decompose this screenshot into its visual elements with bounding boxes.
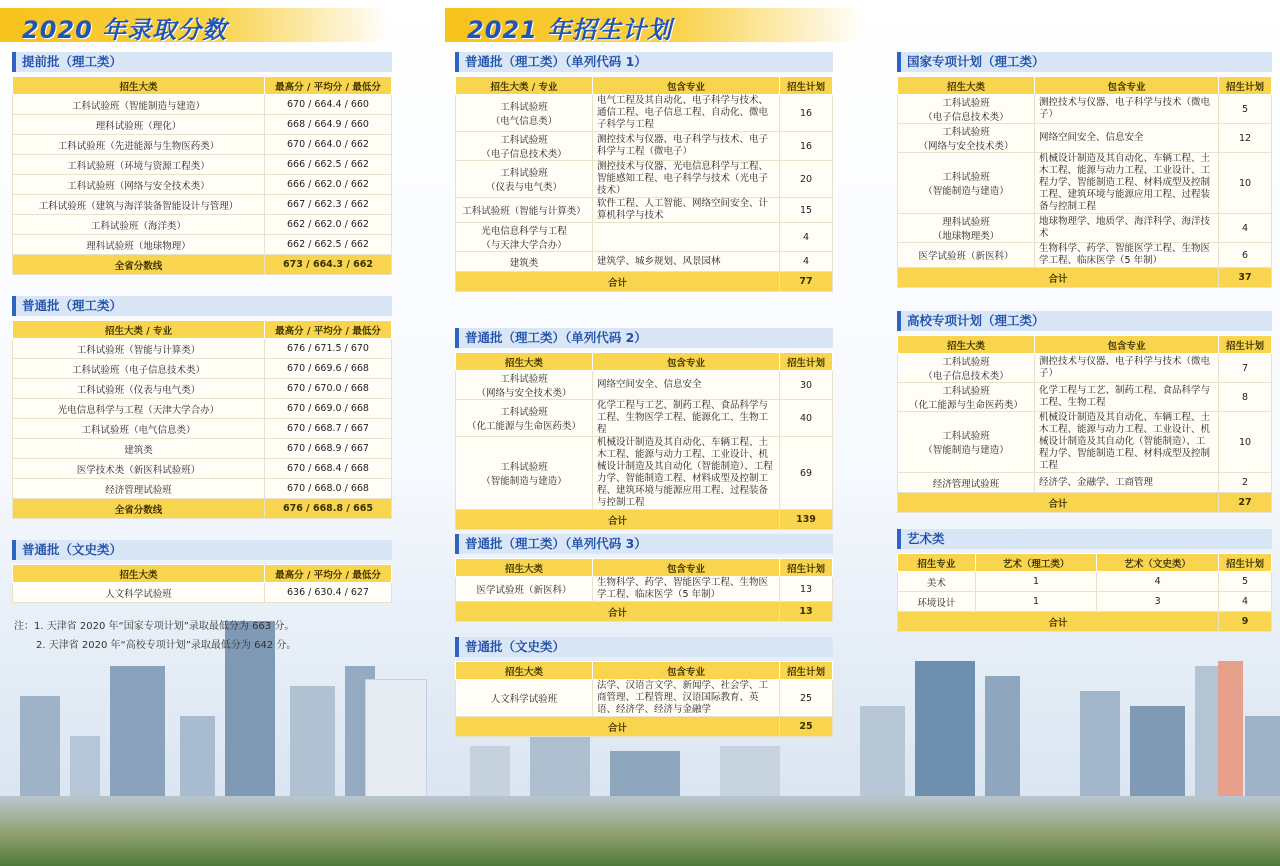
- table-cell: 668 / 664.9 / 660: [265, 115, 392, 135]
- table-cell: 软件工程、人工智能、网络空间安全、计算机科学与技术: [593, 198, 780, 223]
- table-cell: 27: [1219, 493, 1272, 513]
- total-row: [456, 717, 833, 737]
- table-cell: 676 / 671.5 / 670: [265, 339, 392, 359]
- table-cell: 662 / 662.5 / 662: [265, 235, 392, 255]
- table-row: [13, 155, 392, 175]
- col-header: 招生专业: [898, 554, 976, 572]
- col-header: 招生计划: [1219, 554, 1272, 572]
- table-row: [13, 235, 392, 255]
- table-cell: 工科试验班 （智能制造与建造）: [456, 437, 593, 510]
- table-row: [456, 161, 833, 198]
- table-cell: 机械设计制造及其自动化、车辆工程、土木工程、能源与动力工程、工业设计、机械设计制造及其自动化（智能制造）、工程力学、智能制造工程、材料成型及控制工程: [1035, 412, 1219, 473]
- table-cell: 测控技术与仪器、电子科学与技术（微电子）: [1035, 95, 1219, 124]
- plan2-section: [455, 328, 833, 530]
- col-header: 招生计划: [780, 559, 833, 577]
- table-cell: 工科试验班 （电子信息技术类）: [456, 132, 593, 161]
- table-cell: 139: [780, 510, 833, 530]
- table-row: [13, 379, 392, 399]
- table-row: [898, 95, 1272, 124]
- table-row: [13, 175, 392, 195]
- table-cell: 全省分数线: [13, 255, 265, 275]
- guojia-section: [897, 52, 1272, 288]
- table-cell: 676 / 668.8 / 665: [265, 499, 392, 519]
- plan3-section: [455, 534, 833, 622]
- table-cell: 666 / 662.0 / 662: [265, 175, 392, 195]
- table-cell: 网络空间安全、信息安全: [1035, 124, 1219, 153]
- total-row: [13, 255, 392, 275]
- table-cell: 10: [1219, 412, 1272, 473]
- table-cell: 合计: [456, 717, 780, 737]
- table-cell: 670 / 669.6 / 668: [265, 359, 392, 379]
- tiqian-table: [12, 76, 392, 275]
- table-cell: 7: [1219, 354, 1272, 383]
- table-row: [456, 198, 833, 223]
- table-cell: 16: [780, 132, 833, 161]
- table-row: [13, 459, 392, 479]
- table-row: [456, 577, 833, 602]
- table-row: [898, 124, 1272, 153]
- table-row: [13, 479, 392, 499]
- left-banner: [0, 8, 390, 42]
- table-cell: 建筑类: [456, 252, 593, 272]
- table-cell: 理科试验班 （地球物理类）: [898, 214, 1035, 243]
- section-title: 艺术类: [897, 529, 1272, 549]
- total-row: [456, 602, 833, 622]
- table-row: [898, 153, 1272, 214]
- table-cell: 医学试验班（新医科）: [456, 577, 593, 602]
- table-cell: 工科试验班 （电子信息技术类）: [898, 354, 1035, 383]
- table-cell: 69: [780, 437, 833, 510]
- table-row: [898, 243, 1272, 268]
- total-row: [898, 268, 1272, 288]
- plan3-table: [455, 558, 833, 622]
- table-cell: 生物科学、药学、智能医学工程、生物医学工程、临床医学（5 年制）: [1035, 243, 1219, 268]
- table-cell: 合计: [456, 602, 780, 622]
- table-cell: 636 / 630.4 / 627: [265, 583, 392, 603]
- col-header: 招生计划: [1219, 336, 1272, 354]
- table-cell: 测控技术与仪器、电子科学与技术、电子科学与工程（微电子）: [593, 132, 780, 161]
- table-cell: 理科试验班（理化）: [13, 115, 265, 135]
- table-cell: 15: [780, 198, 833, 223]
- col-header: 招生计划: [1219, 77, 1272, 95]
- table-cell: 经济学、金融学、工商管理: [1035, 473, 1219, 493]
- table-cell: 670 / 664.4 / 660: [265, 95, 392, 115]
- table-cell: 电气工程及其自动化、电子科学与技术、通信工程、电子信息工程、自动化、微电子科学与工程: [593, 95, 780, 132]
- plan2-table: [455, 352, 833, 530]
- col-header: 包含专业: [593, 77, 780, 95]
- table-cell: 工科试验班（电子信息技术类）: [13, 359, 265, 379]
- table-row: [13, 339, 392, 359]
- footnote: [14, 617, 296, 655]
- col-header: 招生计划: [780, 662, 833, 680]
- table-row: [456, 680, 833, 717]
- table-cell: 环境设计: [898, 592, 976, 612]
- table-cell: 5: [1219, 95, 1272, 124]
- table-cell: 12: [1219, 124, 1272, 153]
- table-cell: 化学工程与工艺、制药工程、食品科学与工程、生物医学工程、能源化工、生物工程: [593, 400, 780, 437]
- table-row: [13, 95, 392, 115]
- table-row: [456, 400, 833, 437]
- col-header: 招生大类: [13, 565, 265, 583]
- table-cell: 工科试验班（建筑与海洋装备智能设计与管理）: [13, 195, 265, 215]
- table-cell: 经济管理试验班: [13, 479, 265, 499]
- table-cell: 4: [1219, 592, 1272, 612]
- gaoxiao-section: [897, 311, 1272, 513]
- table-cell: 666 / 662.5 / 662: [265, 155, 392, 175]
- table-cell: 37: [1219, 268, 1272, 288]
- table-row: [13, 583, 392, 603]
- table-cell: 25: [780, 717, 833, 737]
- yishu-section: [897, 529, 1272, 632]
- table-cell: [593, 223, 780, 252]
- col-header: 包含专业: [1035, 336, 1219, 354]
- table-cell: 合计: [898, 612, 1219, 632]
- table-cell: 工科试验班（电气信息类）: [13, 419, 265, 439]
- table-row: [13, 399, 392, 419]
- table-row: [456, 371, 833, 400]
- table-cell: 工科试验班 （智能制造与建造）: [898, 153, 1035, 214]
- col-header: 最高分 / 平均分 / 最低分: [265, 565, 392, 583]
- table-cell: 6: [1219, 243, 1272, 268]
- section-title: 国家专项计划（理工类）: [897, 52, 1272, 72]
- table-cell: 670 / 668.9 / 667: [265, 439, 392, 459]
- col-header: 艺术（理工类）: [975, 554, 1097, 572]
- total-row: [898, 612, 1272, 632]
- col-header: 招生计划: [780, 77, 833, 95]
- col-header: 招生大类: [898, 77, 1035, 95]
- yishu-table: [897, 553, 1272, 632]
- total-row: [456, 272, 833, 292]
- guojia-table: [897, 76, 1272, 288]
- table-row: [456, 132, 833, 161]
- table-cell: 法学、汉语言文学、新闻学、社会学、工商管理、工程管理、汉语国际教育、英语、经济学、经济与金融学: [593, 680, 780, 717]
- table-row: [456, 252, 833, 272]
- table-cell: 10: [1219, 153, 1272, 214]
- table-row: [13, 115, 392, 135]
- table-cell: 8: [1219, 383, 1272, 412]
- gaoxiao-table: [897, 335, 1272, 513]
- table-row: [898, 383, 1272, 412]
- table-row: [898, 473, 1272, 493]
- table-cell: 工科试验班 （仪表与电气类）: [456, 161, 593, 198]
- table-cell: 4: [780, 252, 833, 272]
- table-row: [13, 419, 392, 439]
- table-row: [456, 223, 833, 252]
- table-row: [13, 195, 392, 215]
- table-cell: 670 / 668.0 / 668: [265, 479, 392, 499]
- col-header: 包含专业: [593, 559, 780, 577]
- section-title: 普通批（文史类）: [12, 540, 392, 560]
- table-row: [898, 354, 1272, 383]
- table-cell: 工科试验班（环境与资源工程类）: [13, 155, 265, 175]
- table-cell: 合计: [898, 268, 1219, 288]
- table-cell: 经济管理试验班: [898, 473, 1035, 493]
- putong-wen-section: [12, 540, 392, 603]
- table-row: [898, 572, 1272, 592]
- table-cell: 30: [780, 371, 833, 400]
- total-row: [13, 499, 392, 519]
- table-cell: 化学工程与工艺、制药工程、食品科学与工程、生物工程: [1035, 383, 1219, 412]
- section-title: 普通批（理工类）: [12, 296, 392, 316]
- table-row: [898, 214, 1272, 243]
- table-cell: 工科试验班 （电气信息类）: [456, 95, 593, 132]
- table-cell: 662 / 662.0 / 662: [265, 215, 392, 235]
- col-header: 最高分 / 平均分 / 最低分: [265, 321, 392, 339]
- footnote-line: 2. 天津省 2020 年“高校专项计划”录取最低分为 642 分。: [36, 640, 297, 651]
- table-row: [13, 359, 392, 379]
- col-header: 包含专业: [593, 662, 780, 680]
- table-cell: 25: [780, 680, 833, 717]
- table-cell: 13: [780, 577, 833, 602]
- table-cell: 670 / 669.0 / 668: [265, 399, 392, 419]
- table-cell: 人文科学试验班: [13, 583, 265, 603]
- table-row: [13, 439, 392, 459]
- table-cell: 工科试验班 （化工能源与生命医药类）: [456, 400, 593, 437]
- table-cell: 测控技术与仪器、电子科学与技术（微电子）: [1035, 354, 1219, 383]
- table-cell: 工科试验班 （网络与安全技术类）: [898, 124, 1035, 153]
- table-cell: 2: [1219, 473, 1272, 493]
- plan1-table: [455, 76, 833, 292]
- section-title: 普通批（文史类）: [455, 637, 833, 657]
- plan1-section: [455, 52, 833, 292]
- table-cell: 合计: [898, 493, 1219, 513]
- section-title: 高校专项计划（理工类）: [897, 311, 1272, 331]
- table-cell: 4: [1219, 214, 1272, 243]
- col-header: 艺术（文史类）: [1097, 554, 1219, 572]
- table-cell: 建筑类: [13, 439, 265, 459]
- table-cell: 77: [780, 272, 833, 292]
- table-cell: 670 / 668.7 / 667: [265, 419, 392, 439]
- table-cell: 光电信息科学与工程 （与天津大学合办）: [456, 223, 593, 252]
- table-cell: 生物科学、药学、智能医学工程、生物医学工程、临床医学（5 年制）: [593, 577, 780, 602]
- table-cell: 机械设计制造及其自动化、车辆工程、土木工程、能源与动力工程、工业设计、工程力学、智能制造工程、材料成型及控制工程、建筑环境与能源应用工程、过程装备与控制工程: [1035, 153, 1219, 214]
- table-cell: 工科试验班（先进能源与生物医药类）: [13, 135, 265, 155]
- table-row: [898, 592, 1272, 612]
- table-cell: 理科试验班（地球物理）: [13, 235, 265, 255]
- table-row: [456, 437, 833, 510]
- table-cell: 工科试验班（智能与计算类）: [13, 339, 265, 359]
- table-row: [456, 95, 833, 132]
- total-row: [898, 493, 1272, 513]
- table-row: [13, 135, 392, 155]
- col-header: 招生大类: [456, 353, 593, 371]
- col-header: 招生大类 / 专业: [13, 321, 265, 339]
- table-cell: 1: [975, 592, 1097, 612]
- tiqian-section: [12, 52, 392, 275]
- col-header: 招生大类: [898, 336, 1035, 354]
- col-header: 招生大类 / 专业: [456, 77, 593, 95]
- table-cell: 建筑学、城乡规划、风景园林: [593, 252, 780, 272]
- table-cell: 人文科学试验班: [456, 680, 593, 717]
- col-header: 招生大类: [456, 662, 593, 680]
- table-cell: 16: [780, 95, 833, 132]
- table-cell: 测控技术与仪器、光电信息科学与工程、智能感知工程、电子科学与技术（光电子技术）: [593, 161, 780, 198]
- putong-li-section: [12, 296, 392, 519]
- col-header: 包含专业: [1035, 77, 1219, 95]
- table-cell: 医学技术类（新医科试验班）: [13, 459, 265, 479]
- col-header: 招生大类: [13, 77, 265, 95]
- putong-li-table: [12, 320, 392, 519]
- table-cell: 667 / 662.3 / 662: [265, 195, 392, 215]
- col-header: 招生计划: [780, 353, 833, 371]
- plan4-section: [455, 637, 833, 737]
- total-row: [456, 510, 833, 530]
- table-cell: 670 / 668.4 / 668: [265, 459, 392, 479]
- section-title: 提前批（理工类）: [12, 52, 392, 72]
- table-cell: 9: [1219, 612, 1272, 632]
- table-row: [898, 412, 1272, 473]
- right-banner: [445, 8, 865, 42]
- table-cell: 4: [780, 223, 833, 252]
- section-title: 普通批（理工类）（单列代码 3）: [455, 534, 833, 554]
- table-cell: 1: [975, 572, 1097, 592]
- table-cell: 3: [1097, 592, 1219, 612]
- table-cell: 全省分数线: [13, 499, 265, 519]
- table-cell: 670 / 670.0 / 668: [265, 379, 392, 399]
- col-header: 包含专业: [593, 353, 780, 371]
- table-cell: 4: [1097, 572, 1219, 592]
- left-banner-title: 2020 年录取分数: [22, 16, 228, 44]
- table-cell: 20: [780, 161, 833, 198]
- table-cell: 工科试验班 （网络与安全技术类）: [456, 371, 593, 400]
- table-cell: 工科试验班（网络与安全技术类）: [13, 175, 265, 195]
- table-cell: 工科试验班 （化工能源与生命医药类）: [898, 383, 1035, 412]
- plan4-table: [455, 661, 833, 737]
- table-cell: 工科试验班（海洋类）: [13, 215, 265, 235]
- putong-wen-table: [12, 564, 392, 603]
- table-cell: 5: [1219, 572, 1272, 592]
- table-cell: 13: [780, 602, 833, 622]
- table-cell: 工科试验班（仪表与电气类）: [13, 379, 265, 399]
- table-cell: 673 / 664.3 / 662: [265, 255, 392, 275]
- footnote-line: 注：1. 天津省 2020 年“国家专项计划”录取最低分为 663 分。: [14, 621, 295, 632]
- table-cell: 合计: [456, 510, 780, 530]
- table-cell: 光电信息科学与工程（天津大学合办）: [13, 399, 265, 419]
- section-title: 普通批（理工类）（单列代码 1）: [455, 52, 833, 72]
- table-cell: 网络空间安全、信息安全: [593, 371, 780, 400]
- table-cell: 40: [780, 400, 833, 437]
- section-title: 普通批（理工类）（单列代码 2）: [455, 328, 833, 348]
- col-header: 最高分 / 平均分 / 最低分: [265, 77, 392, 95]
- table-cell: 机械设计制造及其自动化、车辆工程、土木工程、能源与动力工程、工业设计、机械设计制造及其自动化（智能制造）、工程力学、智能制造工程、材料成型及控制工程、建筑环境与能源应用工程、过程装备与控制工程: [593, 437, 780, 510]
- table-cell: 合计: [456, 272, 780, 292]
- table-cell: 地球物理学、地质学、海洋科学、海洋技术: [1035, 214, 1219, 243]
- table-cell: 工科试验班（智能与计算类）: [456, 198, 593, 223]
- col-header: 招生大类: [456, 559, 593, 577]
- table-cell: 工科试验班 （智能制造与建造）: [898, 412, 1035, 473]
- table-cell: 美术: [898, 572, 976, 592]
- right-banner-title: 2021 年招生计划: [467, 16, 673, 44]
- table-row: [13, 215, 392, 235]
- table-cell: 工科试验班 （电子信息技术类）: [898, 95, 1035, 124]
- table-cell: 医学试验班（新医科）: [898, 243, 1035, 268]
- table-cell: 工科试验班（智能制造与建造）: [13, 95, 265, 115]
- table-cell: 670 / 664.0 / 662: [265, 135, 392, 155]
